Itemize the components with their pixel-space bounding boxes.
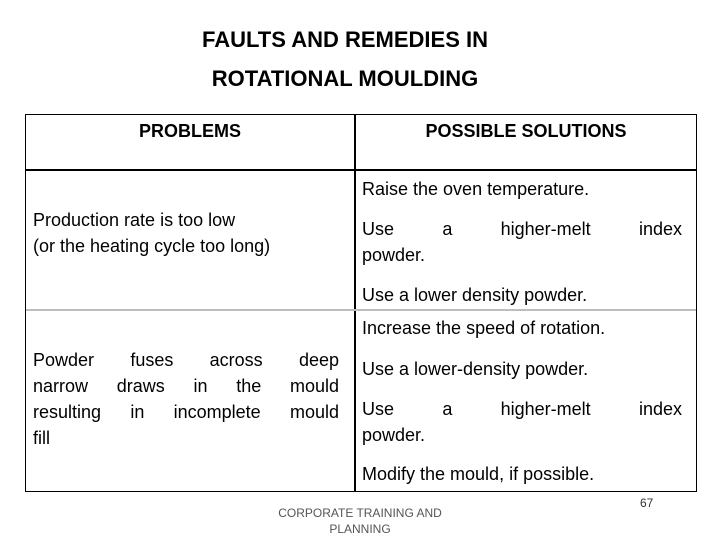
header-solutions: POSSIBLE SOLUTIONS — [425, 121, 627, 141]
problem-2-line-1: Powder fuses across deep — [33, 350, 339, 370]
problem-2-line-3: resulting in incomplete mould — [33, 402, 339, 422]
page-number: 67 — [640, 496, 654, 510]
solution-1-2-cont: powder. — [362, 245, 426, 265]
problem-2-line-4: fill — [33, 428, 50, 448]
solution-1-1: Raise the oven temperature. — [362, 179, 590, 199]
footer-line-2: PLANNING — [329, 522, 391, 536]
solution-2-1: Increase the speed of rotation. — [362, 318, 606, 338]
solution-2-4: Modify the mould, if possible. — [362, 464, 595, 484]
solution-1-2: Use a higher-melt index — [362, 219, 682, 239]
problem-2 — [33, 347, 339, 451]
column-divider — [354, 115, 356, 491]
problem-1-line-1: Production rate is too low — [33, 210, 236, 230]
slide-title-line-2: ROTATIONAL MOULDING — [211, 66, 479, 91]
slide-title-line-1: FAULTS AND REMEDIES IN — [201, 27, 488, 52]
solution-2-3: Use a higher-melt index — [362, 399, 682, 419]
problem-2-line-2: narrow draws in the mould — [33, 376, 339, 396]
solution-2-2: Use a lower-density powder. — [362, 359, 589, 379]
faults-remedies-table — [25, 114, 697, 492]
solution-2-3-cont: powder. — [362, 425, 426, 445]
header-problems: PROBLEMS — [138, 121, 241, 141]
problem-1-line-2: (or the heating cycle too long) — [33, 236, 271, 256]
header-row-divider — [26, 169, 696, 171]
problem-1 — [33, 207, 351, 259]
row-divider — [26, 309, 696, 311]
footer-line-1: CORPORATE TRAINING AND — [278, 506, 442, 520]
footer-organization — [268, 505, 452, 537]
solution-1-3: Use a lower density powder. — [362, 285, 588, 305]
